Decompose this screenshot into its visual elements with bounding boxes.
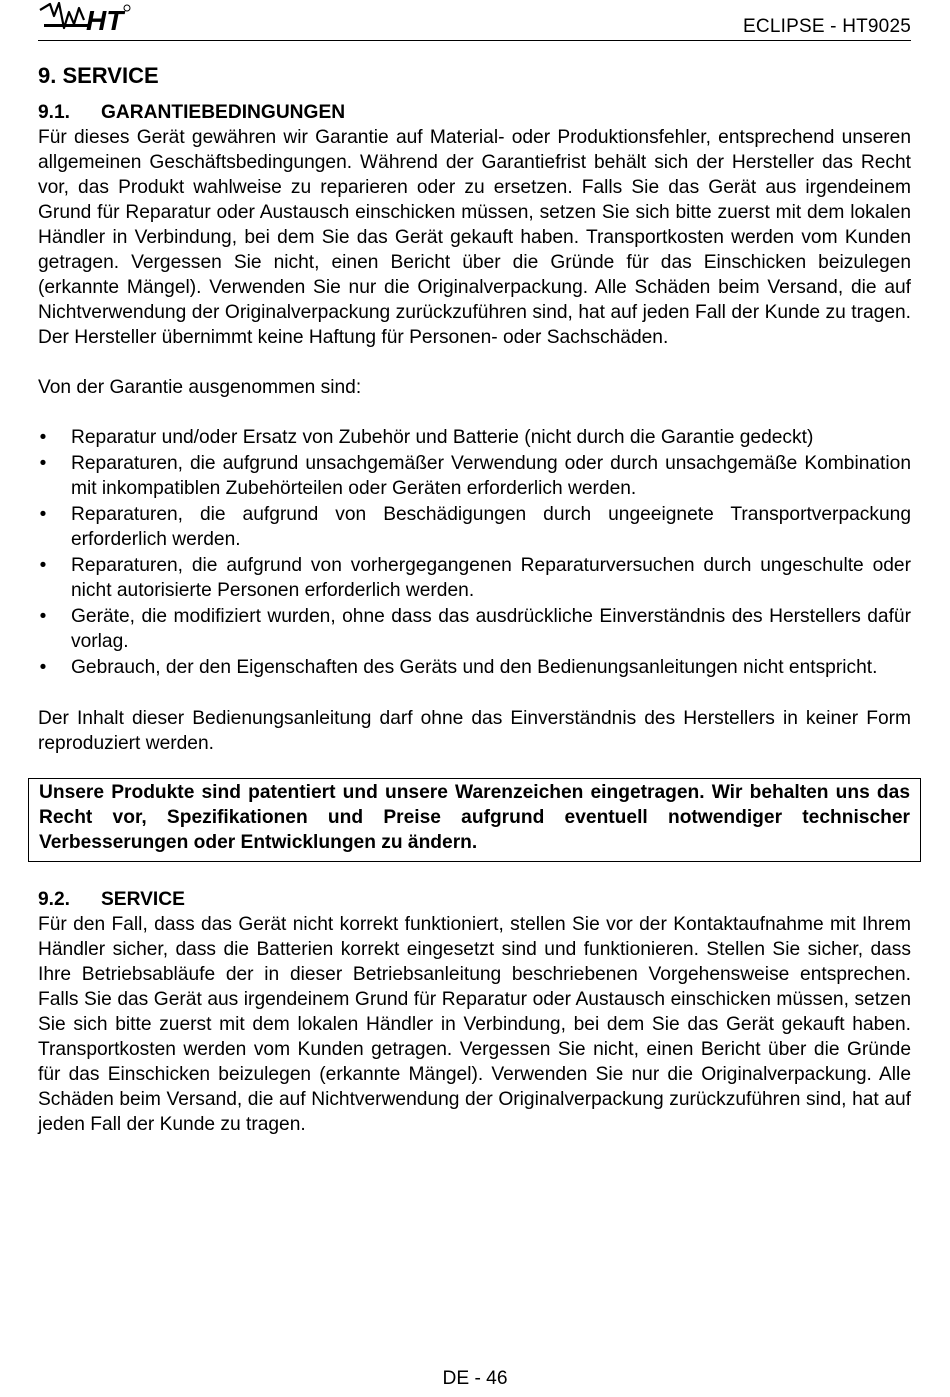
section-title: 9. SERVICE: [38, 63, 159, 88]
page-number: DE - 46: [442, 1368, 508, 1389]
list-item: • Geräte, die modifiziert wurden, ohne dass das ausdrückliche Einverständnis des Herstellers dafür vorlag.: [39, 606, 911, 652]
warranty-heading: [38, 100, 911, 125]
page-content: [38, 62, 911, 1137]
list-item: • Gebrauch, der den Eigenschaften des Geräts und den Bedienungsanleitungen nicht entspricht.: [39, 657, 878, 678]
warranty-intro-paragraph: Für dieses Gerät gewähren wir Garantie auf Material- oder Produktionsfehler, entsprechend unseren allgemeinen Geschäftsbedingungen. Während der Garantiefrist behält sich der Hersteller das Recht vor, das Produkt wahlweise zu reparieren oder zu ersetzen. Falls Sie das Gerät aus irgendeinem Grund für Reparatur oder Austausch einschicken müssen, setzen Sie sich bitte zuerst mit dem lokalen Händler in Verbindung, bei dem Sie das Gerät gekauft haben. Transportkosten werden vom Kunden getragen. Vergessen Sie nicht, einen Bericht über die Gründe für das Einschicken beizulegen (erkannte Mängel). Verwenden Sie nur die Originalverpackung. Alle Schäden beim Versand, die auf Nichtverwendung der Originalverpackung zurückzuführen sind, hat auf jeden Fall der Kunde zu tragen. Der Hersteller übernimmt keine Haftung für Personen- oder Sachschäden.: [38, 127, 911, 348]
copyright-note: Der Inhalt dieser Bedienungsanleitung darf ohne das Einverständnis des Herstellers in keiner Form reproduziert werden.: [38, 708, 911, 754]
patent-notice: Unsere Produkte sind patentiert und unsere Warenzeichen eingetragen. Wir behalten uns das Recht vor, Spezifikationen und Preise aufgrund eventuell notwendiger technischer Verbesserungen oder Entwicklungen zu ändern.: [39, 782, 910, 853]
exclusions-list: [38, 425, 911, 680]
service-paragraph: Für den Fall, dass das Gerät nicht korrekt funktioniert, stellen Sie vor der Kontaktaufnahme mit Ihrem Händler sicher, dass die Batterien korrekt eingesetzt sind und funktionieren. Stellen Sie sicher, dass Ihre Betriebsabläufe der in dieser Betriebsanleitung beschriebenen Vorgehensweise entsprechen. Falls Sie das Gerät aus irgendeinem Grund für Reparatur oder Austausch einschicken müssen, setzen Sie sich bitte zuerst mit dem lokalen Händler in Verbindung, bei dem Sie das Gerät gekauft haben. Transportkosten werden vom Kunden getragen. Vergessen Sie nicht, einen Bericht über die Gründe für das Einschicken beizulegen (erkannte Mängel). Verwenden Sie nur die Originalverpackung. Alle Schäden beim Versand, die auf Nichtverwendung der Originalverpackung zurückzuführen sind, hat auf jeden Fall der Kunde zu tragen.: [38, 914, 911, 1135]
service-number: 9.2.: [38, 889, 71, 910]
bullet-icon: •: [39, 657, 47, 678]
bullet-icon: •: [39, 427, 47, 448]
patent-notice-box: [28, 778, 921, 862]
list-item: • Reparatur und/oder Ersatz von Zubehör und Batterie (nicht durch die Garantie gedeckt): [39, 427, 814, 448]
bullet-icon: •: [39, 504, 47, 525]
warranty-heading-text: GARANTIEBEDINGUNGEN: [101, 102, 346, 123]
list-item: • Reparaturen, die aufgrund unsachgemäßer Verwendung oder durch unsachgemäße Kombination mit inkompatiblen Zubehörteilen oder Geräten erforderlich werden.: [39, 453, 911, 499]
bullet-icon: •: [39, 453, 47, 474]
warranty-number: 9.1.: [38, 102, 71, 123]
ht-logo: [38, 2, 134, 36]
list-item: • Reparaturen, die aufgrund von vorhergegangenen Reparaturversuchen durch ungeschulte oder nicht autorisierte Personen erforderlich werden.: [39, 555, 911, 601]
bullet-icon: •: [39, 606, 47, 627]
service-heading: [38, 887, 911, 912]
logo-text: HT: [86, 5, 124, 36]
list-item: • Reparaturen, die aufgrund von Beschädigungen durch ungeeignete Transportverpackung erforderlich werden.: [39, 504, 911, 550]
exclusions-intro: Von der Garantie ausgenommen sind:: [38, 377, 362, 398]
document-title: ECLIPSE - HT9025: [743, 16, 911, 37]
page-header: [38, 2, 911, 41]
service-heading-text: SERVICE: [101, 889, 185, 910]
bullet-icon: •: [39, 555, 47, 576]
